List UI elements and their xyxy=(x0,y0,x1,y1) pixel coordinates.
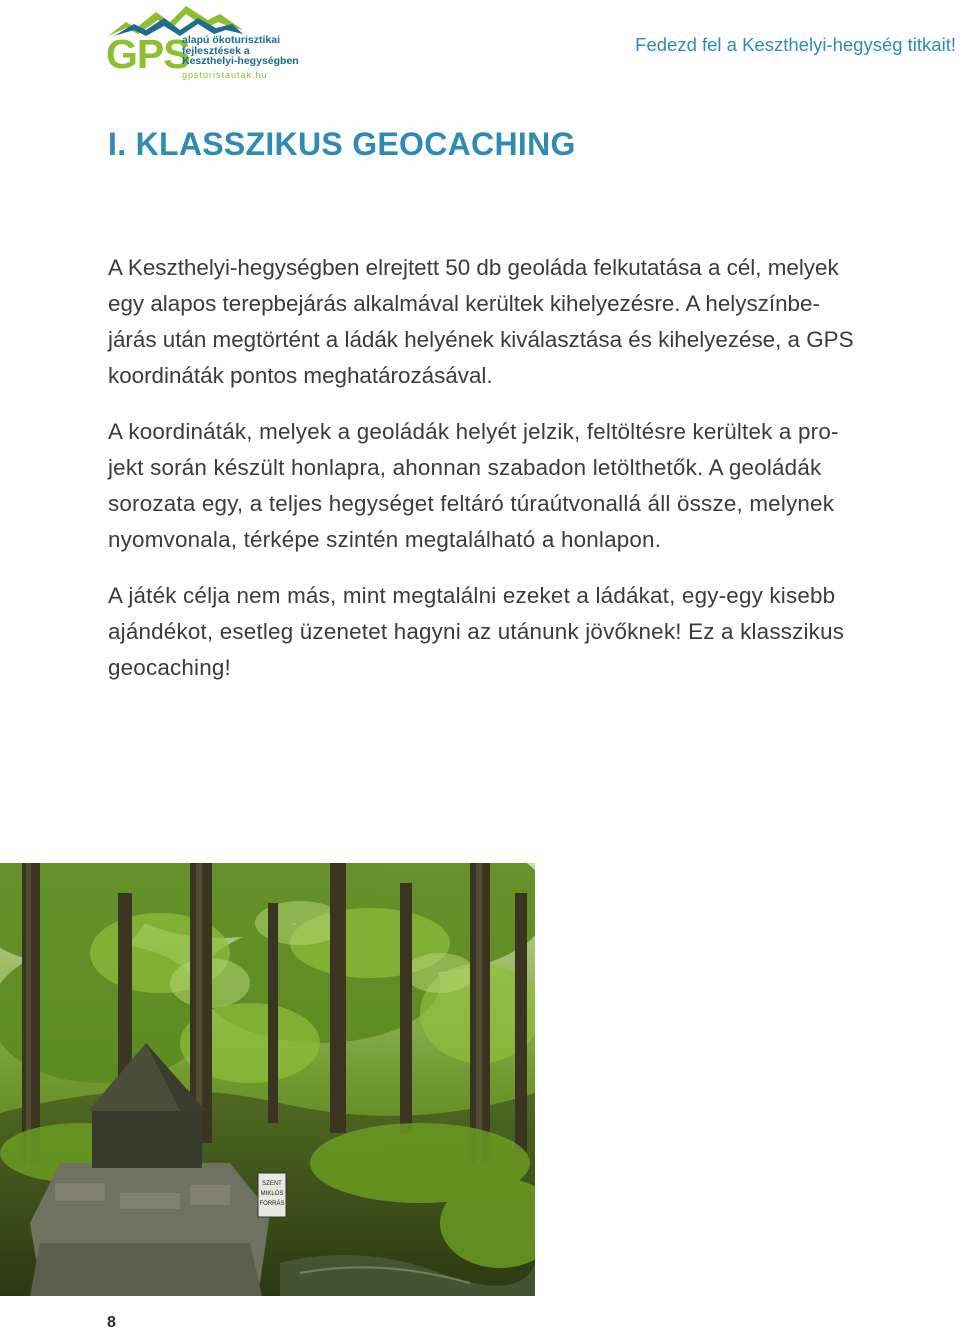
page-number: 8 xyxy=(107,1314,116,1331)
spring-sign-line: SZENT xyxy=(262,1181,282,1187)
logo-line: alapú ökoturisztikai xyxy=(182,34,281,46)
text-line: koordináták pontos meghatározásával. xyxy=(108,363,493,388)
forest-spring-photo xyxy=(0,863,535,1296)
text-line: egy alapos terepbejárás alkalmával kerültek kihelyezésre. A helyszínbe- xyxy=(108,291,820,316)
forest-photo-illustration xyxy=(0,863,535,1296)
spring-sign-line: MIKLÓS xyxy=(260,1191,284,1197)
logo-line: Keszthelyi-hegységben xyxy=(182,55,299,67)
text-line: geocaching! xyxy=(108,655,231,680)
paragraph xyxy=(108,250,960,394)
spring-sign-line: FORRÁS xyxy=(259,1201,285,1207)
text-line: A koordináták, melyek a geoládák helyét jelzik, feltöltésre kerültek a pro- xyxy=(108,419,839,444)
logo-gps-mark: GPS xyxy=(106,31,190,77)
paragraph xyxy=(108,578,960,686)
text-line: sorozata egy, a teljes hegységet feltáró túraútvonallá áll össze, melynek xyxy=(108,491,835,516)
section-title: I. KLASSZIKUS GEOCACHING xyxy=(108,126,576,162)
text-line: A Keszthelyi-hegységben elrejtett 50 db geoláda felkutatása a cél, melyek xyxy=(108,255,839,280)
logo-line: fejlesztések a xyxy=(182,44,250,57)
gps-logo xyxy=(104,4,304,84)
logo-text xyxy=(182,35,299,67)
logo-url: gpsturistautak.hu xyxy=(182,70,268,80)
text-line: nyomvonala, térképe szintén megtalálható a honlapon. xyxy=(108,527,662,552)
text-line: jekt során készült honlapra, ahonnan szabadon letölthetők. A geoládák xyxy=(108,455,822,480)
body-text xyxy=(108,250,960,706)
paragraph xyxy=(108,414,960,558)
text-line: A játék célja nem más, mint megtalálni ezeket a ládákat, egy-egy kisebb xyxy=(108,583,836,608)
text-line: járás után megtörtént a ládák helyének kiválasztása és kihelyezése, a GPS xyxy=(108,327,854,352)
header-tagline: Fedezd fel a Keszthelyi-hegység titkait! xyxy=(635,34,956,55)
text-line: ajándékot, esetleg üzenetet hagyni az utánunk jövőknek! Ez a klasszikus xyxy=(108,619,845,644)
